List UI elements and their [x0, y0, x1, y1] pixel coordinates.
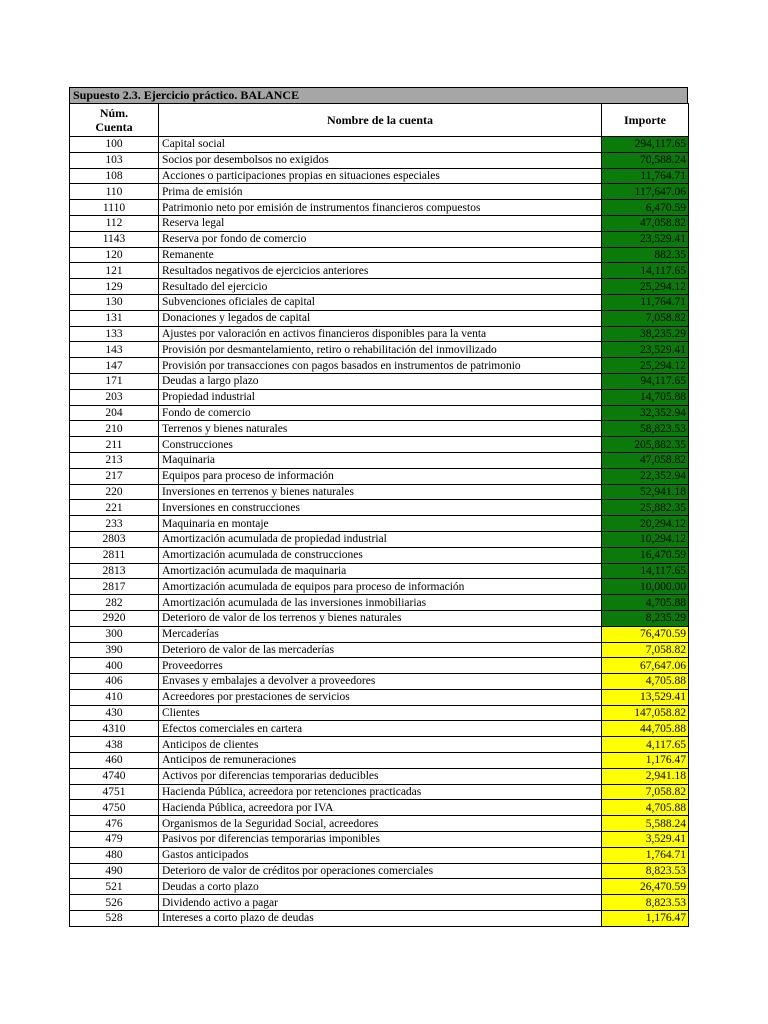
table-row — [70, 137, 689, 153]
amount-cell: 67,647.06 — [602, 658, 689, 674]
account-name-cell: Envases y embalajes a devolver a proveedores — [159, 674, 602, 690]
header-num-line2: Cuenta — [95, 120, 133, 134]
table-row — [70, 847, 689, 863]
balance-table — [69, 103, 689, 927]
amount-cell: 11,764.71 — [602, 168, 689, 184]
header-row — [70, 104, 689, 137]
account-number-cell: 430 — [70, 705, 159, 721]
account-number-cell: 2803 — [70, 531, 159, 547]
table-row — [70, 326, 689, 342]
amount-cell: 16,470.59 — [602, 547, 689, 563]
account-number-cell: 120 — [70, 247, 159, 263]
amount-cell: 2,941.18 — [602, 768, 689, 784]
table-row — [70, 484, 689, 500]
account-number-cell: 282 — [70, 595, 159, 611]
table-row — [70, 753, 689, 769]
account-number-cell: 2811 — [70, 547, 159, 563]
table-row — [70, 279, 689, 295]
account-number-cell: 490 — [70, 863, 159, 879]
account-number-cell: 2920 — [70, 610, 159, 626]
account-name-cell: Amortización acumulada de equipos para proceso de información — [159, 579, 602, 595]
table-row — [70, 642, 689, 658]
table-row — [70, 294, 689, 310]
account-name-cell: Amortización acumulada de las inversiones inmobiliarias — [159, 595, 602, 611]
amount-cell: 6,470.59 — [602, 200, 689, 216]
table-row — [70, 595, 689, 611]
account-name-cell: Organismos de la Seguridad Social, acreedores — [159, 816, 602, 832]
account-name-cell: Hacienda Pública, acreedora por IVA — [159, 800, 602, 816]
table-row — [70, 215, 689, 231]
amount-cell: 1,176.47 — [602, 753, 689, 769]
amount-cell: 38,235.29 — [602, 326, 689, 342]
balance-sheet — [69, 87, 688, 927]
account-name-cell: Acciones o participaciones propias en situaciones especiales — [159, 168, 602, 184]
account-name-cell: Socios por desembolsos no exigidos — [159, 152, 602, 168]
account-number-cell: 213 — [70, 452, 159, 468]
table-row — [70, 200, 689, 216]
amount-cell: 25,294.12 — [602, 279, 689, 295]
account-name-cell: Deterioro de valor de los terrenos y bienes naturales — [159, 610, 602, 626]
account-number-cell: 147 — [70, 358, 159, 374]
table-row — [70, 816, 689, 832]
amount-cell: 58,823.53 — [602, 421, 689, 437]
account-number-cell: 4310 — [70, 721, 159, 737]
account-name-cell: Donaciones y legados de capital — [159, 310, 602, 326]
amount-cell: 25,294.12 — [602, 358, 689, 374]
table-row — [70, 437, 689, 453]
account-number-cell: 220 — [70, 484, 159, 500]
amount-cell: 47,058.82 — [602, 215, 689, 231]
account-name-cell: Amortización acumulada de construcciones — [159, 547, 602, 563]
amount-cell: 70,588.24 — [602, 152, 689, 168]
table-row — [70, 421, 689, 437]
account-name-cell: Provisión por desmantelamiento, retiro o rehabilitación del inmovilizado — [159, 342, 602, 358]
account-name-cell: Patrimonio neto por emisión de instrumentos financieros compuestos — [159, 200, 602, 216]
account-name-cell: Remanente — [159, 247, 602, 263]
account-name-cell: Acreedores por prestaciones de servicios — [159, 689, 602, 705]
account-number-cell: 410 — [70, 689, 159, 705]
table-row — [70, 468, 689, 484]
amount-cell: 117,647.06 — [602, 184, 689, 200]
account-name-cell: Fondo de comercio — [159, 405, 602, 421]
account-number-cell: 4740 — [70, 768, 159, 784]
amount-cell: 8,823.53 — [602, 895, 689, 911]
account-name-cell: Efectos comerciales en cartera — [159, 721, 602, 737]
amount-cell: 1,764.71 — [602, 847, 689, 863]
table-row — [70, 152, 689, 168]
account-number-cell: 438 — [70, 737, 159, 753]
account-number-cell: 528 — [70, 911, 159, 927]
table-row — [70, 721, 689, 737]
table-row — [70, 184, 689, 200]
account-name-cell: Maquinaria en montaje — [159, 516, 602, 532]
table-row — [70, 563, 689, 579]
amount-cell: 26,470.59 — [602, 879, 689, 895]
table-row — [70, 737, 689, 753]
account-name-cell: Activos por diferencias temporarias deducibles — [159, 768, 602, 784]
amount-cell: 32,352.94 — [602, 405, 689, 421]
table-body — [70, 137, 689, 927]
account-name-cell: Inversiones en terrenos y bienes naturales — [159, 484, 602, 500]
account-number-cell: 526 — [70, 895, 159, 911]
account-number-cell: 204 — [70, 405, 159, 421]
account-number-cell: 133 — [70, 326, 159, 342]
table-row — [70, 674, 689, 690]
account-name-cell: Anticipos de remuneraciones — [159, 753, 602, 769]
amount-cell: 8,235.29 — [602, 610, 689, 626]
table-row — [70, 895, 689, 911]
account-name-cell: Amortización acumulada de propiedad industrial — [159, 531, 602, 547]
table-row — [70, 579, 689, 595]
table-row — [70, 310, 689, 326]
table-row — [70, 231, 689, 247]
amount-cell: 44,705.88 — [602, 721, 689, 737]
account-name-cell: Clientes — [159, 705, 602, 721]
account-name-cell: Anticipos de clientes — [159, 737, 602, 753]
header-amount: Importe — [602, 104, 689, 137]
account-number-cell: 112 — [70, 215, 159, 231]
table-row — [70, 768, 689, 784]
table-row — [70, 800, 689, 816]
account-number-cell: 460 — [70, 753, 159, 769]
table-row — [70, 263, 689, 279]
account-name-cell: Inversiones en construcciones — [159, 500, 602, 516]
account-name-cell: Proveedorres — [159, 658, 602, 674]
amount-cell: 94,117.65 — [602, 373, 689, 389]
account-number-cell: 143 — [70, 342, 159, 358]
account-number-cell: 131 — [70, 310, 159, 326]
account-number-cell: 2813 — [70, 563, 159, 579]
account-name-cell: Terrenos y bienes naturales — [159, 421, 602, 437]
account-number-cell: 217 — [70, 468, 159, 484]
amount-cell: 25,882.35 — [602, 500, 689, 516]
account-number-cell: 480 — [70, 847, 159, 863]
account-name-cell: Pasivos por diferencias temporarias imponibles — [159, 832, 602, 848]
table-row — [70, 784, 689, 800]
account-name-cell: Deterioro de valor de las mercaderías — [159, 642, 602, 658]
amount-cell: 205,882.35 — [602, 437, 689, 453]
account-number-cell: 211 — [70, 437, 159, 453]
account-number-cell: 406 — [70, 674, 159, 690]
amount-cell: 882.35 — [602, 247, 689, 263]
table-row — [70, 516, 689, 532]
account-name-cell: Propiedad industrial — [159, 389, 602, 405]
account-number-cell: 100 — [70, 137, 159, 153]
account-name-cell: Resultado del ejercicio — [159, 279, 602, 295]
table-row — [70, 531, 689, 547]
header-num-line1: Núm. — [99, 106, 129, 120]
amount-cell: 47,058.82 — [602, 452, 689, 468]
account-name-cell: Mercaderías — [159, 626, 602, 642]
account-number-cell: 390 — [70, 642, 159, 658]
table-row — [70, 610, 689, 626]
table-row — [70, 389, 689, 405]
account-number-cell: 400 — [70, 658, 159, 674]
account-name-cell: Construcciones — [159, 437, 602, 453]
amount-cell: 147,058.82 — [602, 705, 689, 721]
amount-cell: 23,529.41 — [602, 342, 689, 358]
table-row — [70, 168, 689, 184]
account-number-cell: 221 — [70, 500, 159, 516]
amount-cell: 52,941.18 — [602, 484, 689, 500]
table-row — [70, 879, 689, 895]
account-name-cell: Equipos para proceso de información — [159, 468, 602, 484]
account-number-cell: 129 — [70, 279, 159, 295]
amount-cell: 10,294.12 — [602, 531, 689, 547]
amount-cell: 4,705.88 — [602, 595, 689, 611]
account-name-cell: Ajustes por valoración en activos financieros disponibles para la venta — [159, 326, 602, 342]
amount-cell: 3,529.41 — [602, 832, 689, 848]
table-row — [70, 626, 689, 642]
account-number-cell: 110 — [70, 184, 159, 200]
account-number-cell: 1143 — [70, 231, 159, 247]
account-number-cell: 121 — [70, 263, 159, 279]
account-name-cell: Provisión por transacciones con pagos basados en instrumentos de patrimonio — [159, 358, 602, 374]
amount-cell: 4,705.88 — [602, 674, 689, 690]
account-number-cell: 4751 — [70, 784, 159, 800]
amount-cell: 7,058.82 — [602, 784, 689, 800]
amount-cell: 294,117.65 — [602, 137, 689, 153]
table-row — [70, 405, 689, 421]
table-row — [70, 911, 689, 927]
table-row — [70, 500, 689, 516]
amount-cell: 4,117.65 — [602, 737, 689, 753]
account-name-cell: Gastos anticipados — [159, 847, 602, 863]
account-number-cell: 2817 — [70, 579, 159, 595]
account-number-cell: 4750 — [70, 800, 159, 816]
table-row — [70, 247, 689, 263]
table-row — [70, 832, 689, 848]
amount-cell: 10,000.00 — [602, 579, 689, 595]
account-number-cell: 210 — [70, 421, 159, 437]
amount-cell: 13,529.41 — [602, 689, 689, 705]
account-name-cell: Amortización acumulada de maquinaria — [159, 563, 602, 579]
amount-cell: 14,117.65 — [602, 563, 689, 579]
account-number-cell: 103 — [70, 152, 159, 168]
account-name-cell: Deudas a largo plazo — [159, 373, 602, 389]
sheet-title: Supuesto 2.3. Ejercicio práctico. BALANCE — [69, 87, 688, 103]
header-account-name: Nombre de la cuenta — [159, 104, 602, 137]
amount-cell: 11,764.71 — [602, 294, 689, 310]
account-name-cell: Reserva por fondo de comercio — [159, 231, 602, 247]
account-number-cell: 130 — [70, 294, 159, 310]
account-name-cell: Dividendo activo a pagar — [159, 895, 602, 911]
account-number-cell: 521 — [70, 879, 159, 895]
account-number-cell: 479 — [70, 832, 159, 848]
account-number-cell: 300 — [70, 626, 159, 642]
account-name-cell: Deterioro de valor de créditos por operaciones comerciales — [159, 863, 602, 879]
amount-cell: 7,058.82 — [602, 310, 689, 326]
table-row — [70, 342, 689, 358]
table-row — [70, 689, 689, 705]
amount-cell: 14,117.65 — [602, 263, 689, 279]
account-name-cell: Deudas a corto plazo — [159, 879, 602, 895]
amount-cell: 7,058.82 — [602, 642, 689, 658]
table-row — [70, 452, 689, 468]
amount-cell: 20,294.12 — [602, 516, 689, 532]
account-number-cell: 233 — [70, 516, 159, 532]
amount-cell: 22,352.94 — [602, 468, 689, 484]
account-name-cell: Resultados negativos de ejercicios anteriores — [159, 263, 602, 279]
amount-cell: 8,823.53 — [602, 863, 689, 879]
amount-cell: 4,705.88 — [602, 800, 689, 816]
amount-cell: 14,705.88 — [602, 389, 689, 405]
table-row — [70, 547, 689, 563]
amount-cell: 5,588.24 — [602, 816, 689, 832]
account-name-cell: Capital social — [159, 137, 602, 153]
amount-cell: 76,470.59 — [602, 626, 689, 642]
account-number-cell: 476 — [70, 816, 159, 832]
table-row — [70, 863, 689, 879]
table-row — [70, 658, 689, 674]
account-number-cell: 171 — [70, 373, 159, 389]
table-row — [70, 705, 689, 721]
account-name-cell: Reserva legal — [159, 215, 602, 231]
table-row — [70, 358, 689, 374]
account-name-cell: Hacienda Pública, acreedora por retenciones practicadas — [159, 784, 602, 800]
account-number-cell: 1110 — [70, 200, 159, 216]
amount-cell: 1,176.47 — [602, 911, 689, 927]
account-number-cell: 203 — [70, 389, 159, 405]
account-number-cell: 108 — [70, 168, 159, 184]
account-name-cell: Subvenciones oficiales de capital — [159, 294, 602, 310]
table-row — [70, 373, 689, 389]
account-name-cell: Intereses a corto plazo de deudas — [159, 911, 602, 927]
account-name-cell: Maquinaria — [159, 452, 602, 468]
header-account-number — [70, 104, 159, 137]
account-name-cell: Prima de emisión — [159, 184, 602, 200]
amount-cell: 23,529.41 — [602, 231, 689, 247]
